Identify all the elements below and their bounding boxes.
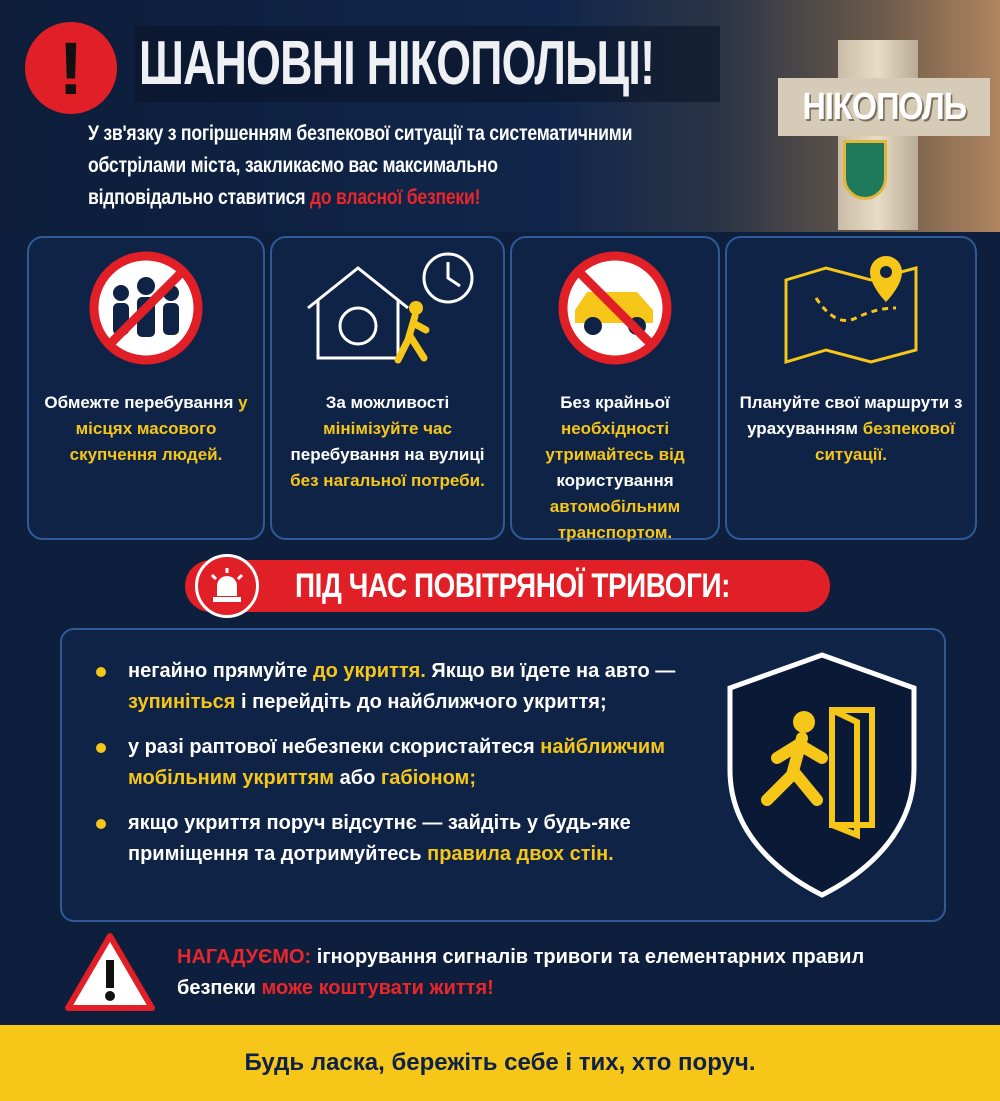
card-text: користування [556,471,674,490]
air-raid-instructions [60,628,946,922]
footer-message: Будь ласка, бережіть себе і тих, хто поруч. [0,1025,1000,1101]
reminder-label: НАГАДУЄМО: [177,946,312,968]
instruction-highlight: зупиніться [128,691,236,713]
instruction-item [92,732,712,794]
card-highlight: мінімізуйте час [323,419,452,438]
intro-highlight: до власної безпеки! [309,186,481,209]
card-highlight: автомобільним транспортом. [549,497,681,542]
instruction-highlight: до укриття. [312,660,426,682]
advice-card [270,236,505,540]
page-title-box [135,26,720,102]
card-text: Без крайньої [560,393,670,412]
card-highlight: безпекової ситуації. [814,419,955,464]
city-sign-text: НІКОПОЛЬ [802,86,966,128]
shelter-shield-icon [722,650,922,900]
instruction-text: або [334,767,381,789]
card-highlight: у місцях масового скупчення людей. [69,393,248,464]
instruction-text: у разі раптової небезпеки скористайтеся [128,736,541,758]
reminder-highlight: може коштувати життя! [261,977,494,999]
instruction-item [92,656,712,718]
exclamation-icon: ! [25,22,117,114]
advice-card [725,236,977,540]
warning-icon [65,932,155,1012]
home-walk-clock-icon [280,238,495,378]
intro-line: обстрілами міста, закликаємо вас максимально [88,154,498,177]
route-map-icon [735,238,967,378]
instruction-text: якщо укриття поруч відсутнє — зайдіть у будь-яке приміщення та дотримуйтесь [128,812,631,865]
intro-text [88,118,752,214]
advice-cards [0,236,1000,542]
card-text: Плануйте свої маршрути з урахуванням [739,393,963,438]
intro-line: відповідально ставитися [88,186,310,209]
advice-card [27,236,265,540]
siren-icon [195,554,259,618]
advice-card [510,236,720,540]
no-crowds-icon [37,238,255,378]
instruction-text: і перейдіть до найближчого укриття; [235,691,607,713]
card-text: Обмежте перебування [44,393,239,412]
reminder-text: ігнорування сигналів тривоги та елементарних правил безпеки [177,946,865,999]
instruction-highlight: найближчим мобільним укриттям [128,736,666,789]
no-car-icon [520,238,710,378]
banner-title: ПІД ЧАС ПОВІТРЯНОЇ ТРИВОГИ: [295,567,730,605]
city-sign-image [778,30,998,230]
coat-of-arms-icon [843,140,887,200]
intro-line: У зв'язку з погіршенням безпекової ситуації та систематичними [88,122,633,145]
instruction-item [92,808,712,870]
card-highlight: без нагальної потреби. [290,471,485,490]
instruction-text: Якщо ви їдете на авто — [425,660,676,682]
reminder [65,932,965,1012]
instruction-highlight: габіоном; [380,767,476,789]
header [0,0,1000,232]
instruction-highlight: правила двох стін. [427,843,614,865]
card-text: За можливості [325,393,450,412]
air-raid-banner [185,560,830,612]
card-highlight: необхідності утримайтесь від [545,419,685,464]
page-title: ШАНОВНІ НІКОПОЛЬЦІ! [139,29,655,98]
instruction-text: негайно прямуйте [128,660,313,682]
card-text: перебування на вулиці [290,445,485,464]
